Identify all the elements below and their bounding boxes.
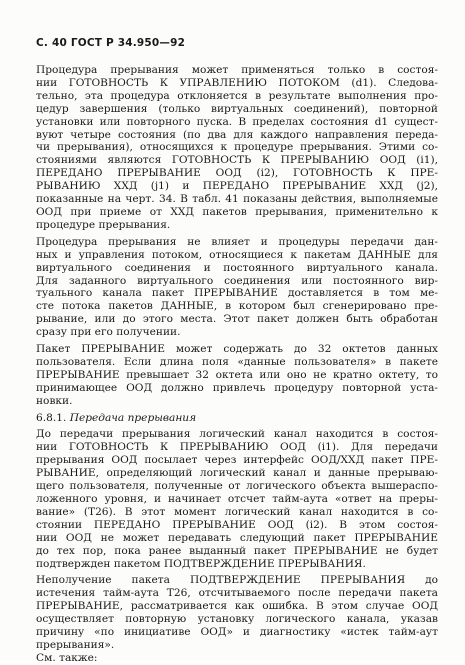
text-line: Процедура прерывания может применяться только в состоя-	[36, 64, 438, 76]
text-line: См. также:	[36, 651, 98, 664]
text-line: стоянии ПЕРЕДАНО ПРЕРЫВАНИЕ ООД (i2). В этом состоя-	[36, 518, 438, 531]
text-line: нии ГОТОВНОСТЬ К ПРЕРЫВАНИЮ ООД (i1). Для передачи	[36, 441, 438, 454]
document-body	[36, 64, 438, 665]
text-line: РЫВАНИЮ ХХД (j1) и ПЕРЕДАНО ПРЕРЫВАНИЕ ХХД (j2),	[36, 180, 438, 193]
text-line: ПРЕРЫВАНИЕ, рассматривается как ошибка. В этом случае ООД	[36, 600, 438, 613]
section-heading	[36, 412, 438, 425]
text-line: ложенного уровня, и начинает отсчет тайм-аута «ответ на преры-	[36, 493, 438, 505]
text-line: щего пользователя, полученные от логического объекта вышераспо-	[36, 480, 438, 493]
text-line: стояниями являются ГОТОВНОСТЬ К ПРЕРЫВАНИЮ ООД (i1),	[36, 154, 438, 167]
text-line: Неполучение пакета ПОДТВЕРЖДЕНИЕ ПРЕРЫВАНИЯ до	[36, 574, 438, 587]
text-line: установки или повторного пуска. В пределах состояния d1 сущест-	[36, 115, 438, 128]
text-line: истечения тайм-аута T26, отсчитываемого после передачи пакета	[36, 587, 438, 600]
text-line: До передачи прерывания логический канал находится в состоя-	[36, 428, 438, 441]
text-line: прерывания».	[36, 638, 115, 651]
section-title-text: Передача прерывания	[69, 411, 197, 424]
text-line: ных и управления потоком, относящиеся к пакетам ДАННЫЕ для	[36, 248, 438, 261]
text-line: нии ООД не может передавать следующий пакет ПРЕРЫВАНИЕ	[36, 531, 438, 544]
text-line: Для заданного виртуального соединения или постоянного вир-	[36, 274, 438, 287]
text-line: вание» (T26). В этот момент логический канал находится в со-	[36, 505, 438, 518]
text-line: ПРЕРЫВАНИЕ превышает 32 октета или оно не кратно октету, то	[36, 368, 438, 381]
paragraph-see-also	[36, 652, 438, 665]
paragraph-interrupt-procedure	[36, 64, 438, 232]
paragraph-timeout	[36, 574, 438, 651]
text-line: виртуального соединения и постоянного виртуального канала.	[36, 261, 438, 274]
text-line: сте потока пакетов ДАННЫЕ, в котором был сгенерировано пре-	[36, 300, 438, 313]
text-line: ПЕРЕДАНО ПРЕРЫВАНИЕ ООД (i2), ГОТОВНОСТЬ К ПРЕ-	[36, 167, 438, 180]
page-header: С. 40 ГОСТ Р 34.950—92	[36, 37, 186, 49]
paragraph-packet-size	[36, 343, 438, 408]
text-line: чи прерывания), относящихся к процедуре прерывания. Этими со-	[36, 141, 438, 154]
text-line: сразу при его получении.	[36, 326, 181, 339]
paragraph-interrupt-transmission	[36, 428, 438, 570]
text-line: до тех пор, пока ранее выданный пакет ПРЕРЫВАНИЕ не будет	[36, 544, 438, 557]
text-line: туального канала пакет ПРЕРЫВАНИЕ доставляется в том ме-	[36, 287, 438, 300]
text-line: процедуре прерывания.	[36, 218, 171, 231]
paragraph-data-flow	[36, 236, 438, 339]
text-line: пользователя. Если длина поля «данные пользователя» в пакете	[36, 355, 438, 368]
text-line: тельно, эта процедура отклоняется в результате выполнения про-	[36, 89, 438, 102]
text-line: рывание, или до этого места. Этот пакет должен быть обработан	[36, 313, 438, 326]
text-line: нии ГОТОВНОСТЬ К УПРАВЛЕНИЮ ПОТОКОМ (d1). Следова-	[36, 76, 438, 89]
text-line: принимающее ООД должно привлечь процедуру повторной уста-	[36, 381, 438, 394]
text-line: вуют четыре состояния (по два для каждого направления переда-	[36, 128, 438, 141]
text-line: подтвержден пакетом ПОДТВЕРЖДЕНИЕ ПРЕРЫВАНИЯ.	[36, 557, 366, 570]
section-heading-line	[36, 412, 438, 425]
text-line: Пакет ПРЕРЫВАНИЕ может содержать до 32 октетов данных	[36, 343, 438, 356]
text-line: РЫВАНИЕ, определяющий логический канал и данные прерываю-	[36, 467, 438, 480]
text-line: показанные на черт. 34. В табл. 41 показаны действия, выполняемые	[36, 193, 438, 206]
text-line: осуществляет повторную установку логического канала, указав	[36, 613, 438, 626]
text-line: причину «по инициативе ООД» и диагностику «истек тайм-аут	[36, 626, 438, 639]
section-number: 6.8.1.	[36, 411, 70, 424]
text-line: прерывания ООД посылает через интерфейс ООД/ХХД пакет ПРЕ-	[36, 454, 438, 467]
text-line: новки.	[36, 394, 73, 407]
text-line: Процедура прерывания не влияет и процедуры передачи дан-	[36, 235, 438, 248]
text-line: цедур завершения (только виртуальных соединений), повторной	[36, 102, 438, 115]
text-line: ООД при приеме от ХХД пакетов прерывания, применительно к	[36, 205, 438, 218]
